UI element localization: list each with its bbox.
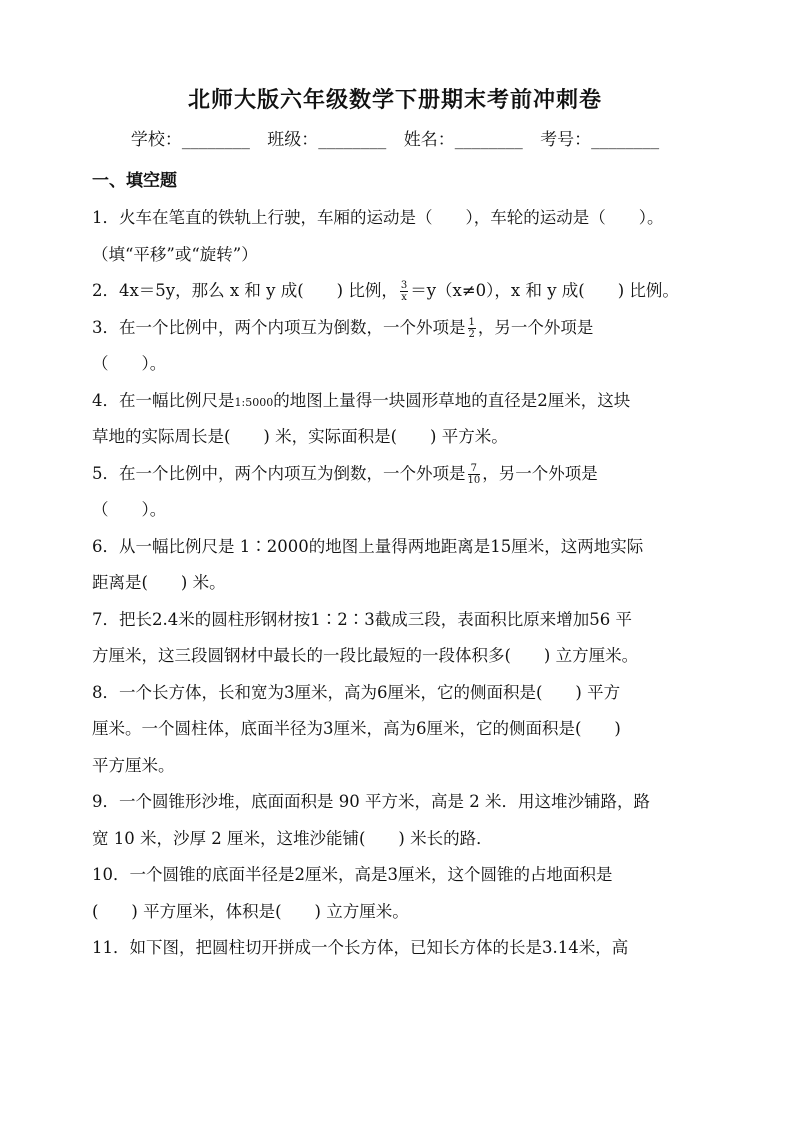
fraction xyxy=(400,280,408,303)
fraction-numerator: 3 xyxy=(400,280,408,291)
scale-ratio: 1:5000 xyxy=(234,395,274,409)
school-field: 学校：________ xyxy=(130,130,250,150)
question-9 xyxy=(92,784,698,857)
question-line xyxy=(92,310,698,347)
exam-number-field: 考号：________ xyxy=(540,130,660,150)
question-text: 6．从一幅比例尺是 1∶2000的地图上量得两地距离是15厘米，这两地实际 xyxy=(92,536,644,556)
question-4 xyxy=(92,383,698,456)
question-text: ，另一个外项是 xyxy=(482,463,598,483)
question-text: ，另一个外项是 xyxy=(477,317,594,337)
question-2 xyxy=(92,273,698,310)
question-1 xyxy=(92,200,698,273)
page-title: 北师大版六年级数学下册期末考前冲刺卷 xyxy=(187,87,602,113)
question-line xyxy=(92,273,698,310)
question-text: 1．火车在笔直的铁轨上行驶，车厢的运动是（ ），车轮的运动是（ ）。 xyxy=(92,208,664,227)
question-text: 4．在一幅比例尺是 xyxy=(92,390,235,410)
question-text: 7．把长2.4米的圆柱形钢材按1∶2∶3截成三段，表面积比原来增加56 平 xyxy=(92,609,632,629)
question-text: 厘米。一个圆柱体，底面半径为3厘米，高为6厘米，它的侧面积是( ) xyxy=(92,719,621,738)
fraction-numerator: 1 xyxy=(468,316,475,328)
fraction-denominator: 10 xyxy=(467,474,481,486)
question-text: 10．一个圆锥的底面半径是2厘米，高是3厘米，这个圆锥的占地面积是 xyxy=(92,865,613,884)
question-7 xyxy=(92,602,698,675)
question-3 xyxy=(92,310,698,383)
question-11 xyxy=(92,930,698,967)
section-heading-fill-blank: 一、填空题 xyxy=(92,171,177,191)
question-line xyxy=(92,456,698,493)
question-line xyxy=(92,383,698,420)
question-text: ( ) 平方厘米，体积是( ) 立方厘米。 xyxy=(92,901,409,921)
question-text: 宽 10 米，沙厚 2 厘米，这堆沙能铺( ) 米长的路． xyxy=(92,828,493,848)
question-text: （ ）。 xyxy=(92,354,167,373)
question-text: ＝y（x≠0），x 和 y 成( ) 比例。 xyxy=(410,281,679,300)
fraction xyxy=(468,463,481,486)
question-6 xyxy=(92,529,698,602)
question-text: 方厘米，这三段圆钢材中最长的一段比最短的一段体积多( ) 立方厘米。 xyxy=(92,646,639,665)
class-field: 班级：________ xyxy=(267,130,387,150)
fraction-numerator: 7 xyxy=(468,463,481,475)
fraction-denominator: x xyxy=(401,292,407,303)
question-text: 2．4x＝5y，那么 x 和 y 成( ) 比例， xyxy=(92,281,398,300)
student-info-row xyxy=(92,122,698,158)
question-text: 5．在一个比例中，两个内项互为倒数，一个外项是 xyxy=(92,463,466,483)
question-text: （填“平移”或“旋转”） xyxy=(92,244,258,264)
question-text: 平方厘米。 xyxy=(92,755,175,775)
fraction-denominator: 2 xyxy=(468,328,475,340)
question-text: 11．如下图，把圆柱切开拼成一个长方体，已知长方体的长是3.14米，高 xyxy=(92,938,629,957)
question-5 xyxy=(92,456,698,529)
question-text: 的地图上量得一块圆形草地的直径是2厘米，这块 xyxy=(273,390,631,410)
question-text: 9．一个圆锥形沙堆，底面面积是 90 平方米，高是 2 米．用这堆沙铺路，路 xyxy=(92,792,650,811)
question-10 xyxy=(92,857,698,930)
fraction xyxy=(468,317,476,340)
question-8 xyxy=(92,675,698,785)
question-text: （ ）。 xyxy=(92,500,167,519)
question-text: 草地的实际周长是( ) 米，实际面积是( ) 平方米。 xyxy=(92,427,508,446)
name-field: 姓名：________ xyxy=(403,130,523,150)
question-text: 8．一个长方体，长和宽为3厘米，高为6厘米，它的侧面积是( ) 平方 xyxy=(92,682,621,702)
question-text: 3．在一个比例中，两个内项互为倒数，一个外项是 xyxy=(92,317,466,337)
question-text: 距离是( ) 米。 xyxy=(92,573,226,592)
